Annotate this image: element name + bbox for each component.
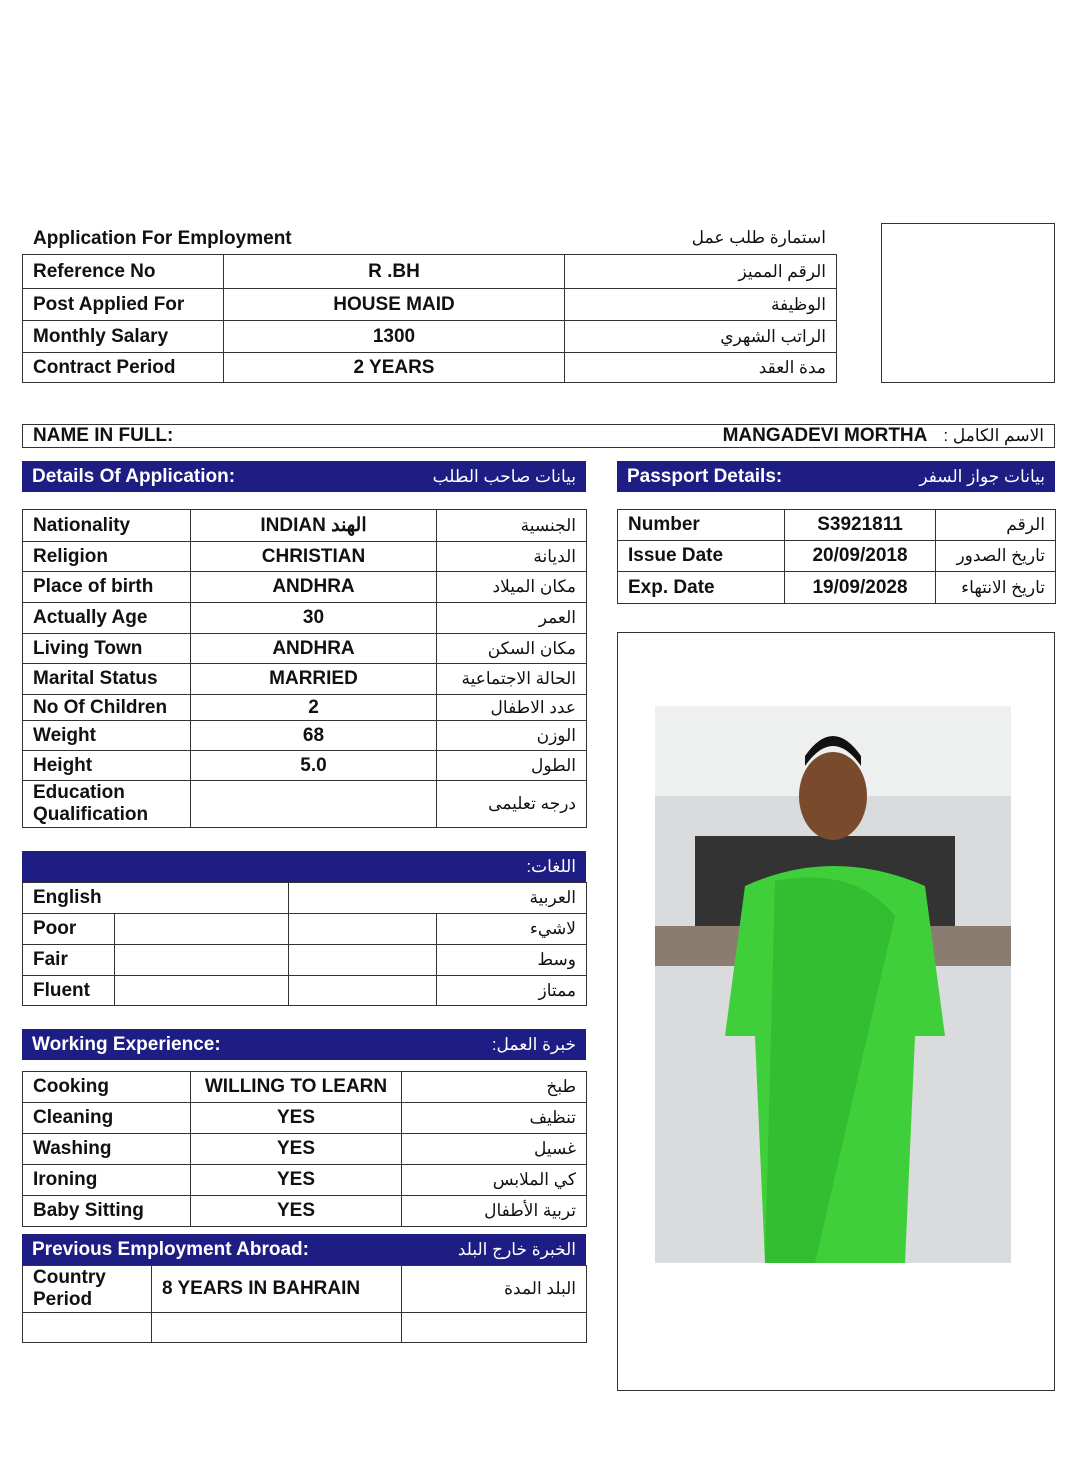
name-row	[22, 424, 1055, 448]
reference-no-value: R .BH	[224, 255, 565, 289]
table-row	[23, 914, 587, 945]
row-label: No Of Children	[23, 695, 191, 721]
table-row	[23, 1196, 587, 1227]
passport-table	[617, 509, 1056, 604]
name-value: MANGADEVI MORTHA	[722, 425, 928, 446]
row-label: Cooking	[23, 1072, 191, 1103]
row-label: Ironing	[23, 1165, 191, 1196]
row-label: Place of birth	[23, 572, 191, 603]
passport-header	[617, 461, 1055, 492]
applicant-photo	[655, 706, 1011, 1263]
row-label-ar: الحالة الاجتماعية	[437, 664, 587, 695]
row-value: ANDHRA	[191, 634, 437, 664]
row-label: Religion	[23, 542, 191, 572]
table-row	[23, 883, 587, 914]
table-row	[23, 353, 837, 383]
work-header	[22, 1029, 586, 1060]
row-label: Number	[618, 510, 785, 541]
level-label: Poor	[23, 914, 115, 945]
row-label-ar: العمر	[437, 603, 587, 634]
arabic-label: العربية	[289, 883, 587, 914]
row-label: Education Qualification	[23, 781, 191, 828]
details-title: Details Of Application:	[32, 465, 236, 487]
row-label: Height	[23, 751, 191, 781]
row-label-ar: تنظيف	[402, 1103, 587, 1134]
table-row	[618, 510, 1056, 541]
details-header	[22, 461, 586, 492]
work-table	[22, 1071, 587, 1227]
table-row	[23, 945, 587, 976]
post-value: HOUSE MAID	[224, 289, 565, 321]
name-label-ar: الاسم الكامل :	[943, 426, 1044, 445]
details-title-ar: بيانات صاحب الطلب	[432, 466, 576, 486]
table-row	[23, 1313, 587, 1343]
label-ar: الراتب الشهري	[565, 321, 837, 353]
table-row	[23, 1165, 587, 1196]
row-value	[191, 781, 437, 828]
small-photo-box	[881, 223, 1055, 383]
row-label-ar: الوزن	[437, 721, 587, 751]
table-row	[23, 1072, 587, 1103]
previous-title-ar: الخبرة خارج البلد	[457, 1239, 576, 1259]
row-label: Marital Status	[23, 664, 191, 695]
table-row	[23, 781, 587, 828]
row-value: 68	[191, 721, 437, 751]
photo-frame	[617, 632, 1055, 1391]
work-title-ar: خبرة العمل:	[491, 1034, 576, 1054]
row-value: 5.0	[191, 751, 437, 781]
label: Post Applied For	[23, 289, 224, 321]
level-label-ar: لاشيء	[437, 914, 587, 945]
passport-title-ar: بيانات جواز السفر	[919, 466, 1045, 486]
row-label: Exp. Date	[618, 572, 785, 604]
row-value: WILLING TO LEARN	[191, 1072, 402, 1103]
row-label: Actually Age	[23, 603, 191, 634]
row-label-ar: عدد الاطفال	[437, 695, 587, 721]
details-table	[22, 509, 587, 828]
salary-value: 1300	[224, 321, 565, 353]
row-label-ar: كي الملابس	[402, 1165, 587, 1196]
table-row	[618, 572, 1056, 604]
table-row	[618, 541, 1056, 572]
row-label-ar: مكان السكن	[437, 634, 587, 664]
row-label-ar: الطول	[437, 751, 587, 781]
period-label: Period	[33, 1289, 93, 1310]
row-value: YES	[191, 1196, 402, 1227]
label: Contract Period	[23, 353, 224, 383]
english-label: English	[23, 883, 289, 914]
label: Monthly Salary	[23, 321, 224, 353]
row-label: Weight	[23, 721, 191, 751]
previous-label-ar: البلد المدة	[402, 1266, 587, 1313]
row-label-ar: تربية الأطفال	[402, 1196, 587, 1227]
label-ar: الوظيفة	[565, 289, 837, 321]
row-value: YES	[191, 1165, 402, 1196]
row-value: CHRISTIAN	[191, 542, 437, 572]
previous-title: Previous Employment Abroad:	[32, 1238, 309, 1260]
row-label-ar: تاريخ الانتهاء	[936, 572, 1056, 604]
languages-table	[22, 882, 587, 1006]
row-label-ar: غسيل	[402, 1134, 587, 1165]
previous-value: 8 YEARS IN BAHRAIN	[152, 1266, 402, 1313]
table-row	[23, 1103, 587, 1134]
previous-header	[22, 1234, 586, 1265]
table-row	[23, 634, 587, 664]
table-row	[23, 255, 837, 289]
row-value: YES	[191, 1103, 402, 1134]
languages-header	[22, 851, 586, 882]
table-row	[23, 572, 587, 603]
row-value: ANDHRA	[191, 572, 437, 603]
label-ar: مدة العقد	[565, 353, 837, 383]
table-row	[23, 510, 587, 542]
row-label: Cleaning	[23, 1103, 191, 1134]
table-row	[23, 1134, 587, 1165]
row-label: Washing	[23, 1134, 191, 1165]
row-label: Nationality	[23, 510, 191, 542]
row-label-ar: مكان الميلاد	[437, 572, 587, 603]
table-row	[23, 603, 587, 634]
table-row	[23, 751, 587, 781]
level-label: Fair	[23, 945, 115, 976]
contract-value: 2 YEARS	[224, 353, 565, 383]
table-row	[23, 664, 587, 695]
label: Reference No	[23, 255, 224, 289]
previous-table	[22, 1265, 587, 1343]
row-label: Issue Date	[618, 541, 785, 572]
row-value: MARRIED	[191, 664, 437, 695]
row-label-ar: طبخ	[402, 1072, 587, 1103]
row-value: 2	[191, 695, 437, 721]
table-row	[23, 321, 837, 353]
name-label: NAME IN FULL:	[33, 425, 174, 446]
passport-title: Passport Details:	[627, 465, 783, 487]
form-title: Application For Employment	[33, 228, 292, 249]
row-label: Living Town	[23, 634, 191, 664]
level-label: Fluent	[23, 976, 115, 1006]
row-value: INDIAN الهند	[191, 510, 437, 542]
row-value: 19/09/2028	[785, 572, 936, 604]
top-table	[22, 254, 837, 383]
country-label: Country	[33, 1267, 106, 1288]
table-row	[23, 695, 587, 721]
row-value: S3921811	[785, 510, 936, 541]
table-row	[23, 542, 587, 572]
form-title-ar: استمارة طلب عمل	[691, 228, 826, 247]
label-ar: الرقم المميز	[565, 255, 837, 289]
row-label-ar: الرقم	[936, 510, 1056, 541]
table-row	[23, 1266, 587, 1313]
row-label-ar: الجنسية	[437, 510, 587, 542]
level-label-ar: وسط	[437, 945, 587, 976]
row-label-ar: الديانة	[437, 542, 587, 572]
row-value: 30	[191, 603, 437, 634]
row-label-ar: تاريخ الصدور	[936, 541, 1056, 572]
row-value: 20/09/2018	[785, 541, 936, 572]
table-row	[23, 289, 837, 321]
languages-title-ar: اللغات:	[526, 856, 576, 876]
table-row	[23, 721, 587, 751]
row-label: Baby Sitting	[23, 1196, 191, 1227]
level-label-ar: ممتاز	[437, 976, 587, 1006]
row-label-ar: درجه تعليمى	[437, 781, 587, 828]
table-row	[23, 976, 587, 1006]
row-value: YES	[191, 1134, 402, 1165]
work-title: Working Experience:	[32, 1033, 221, 1055]
